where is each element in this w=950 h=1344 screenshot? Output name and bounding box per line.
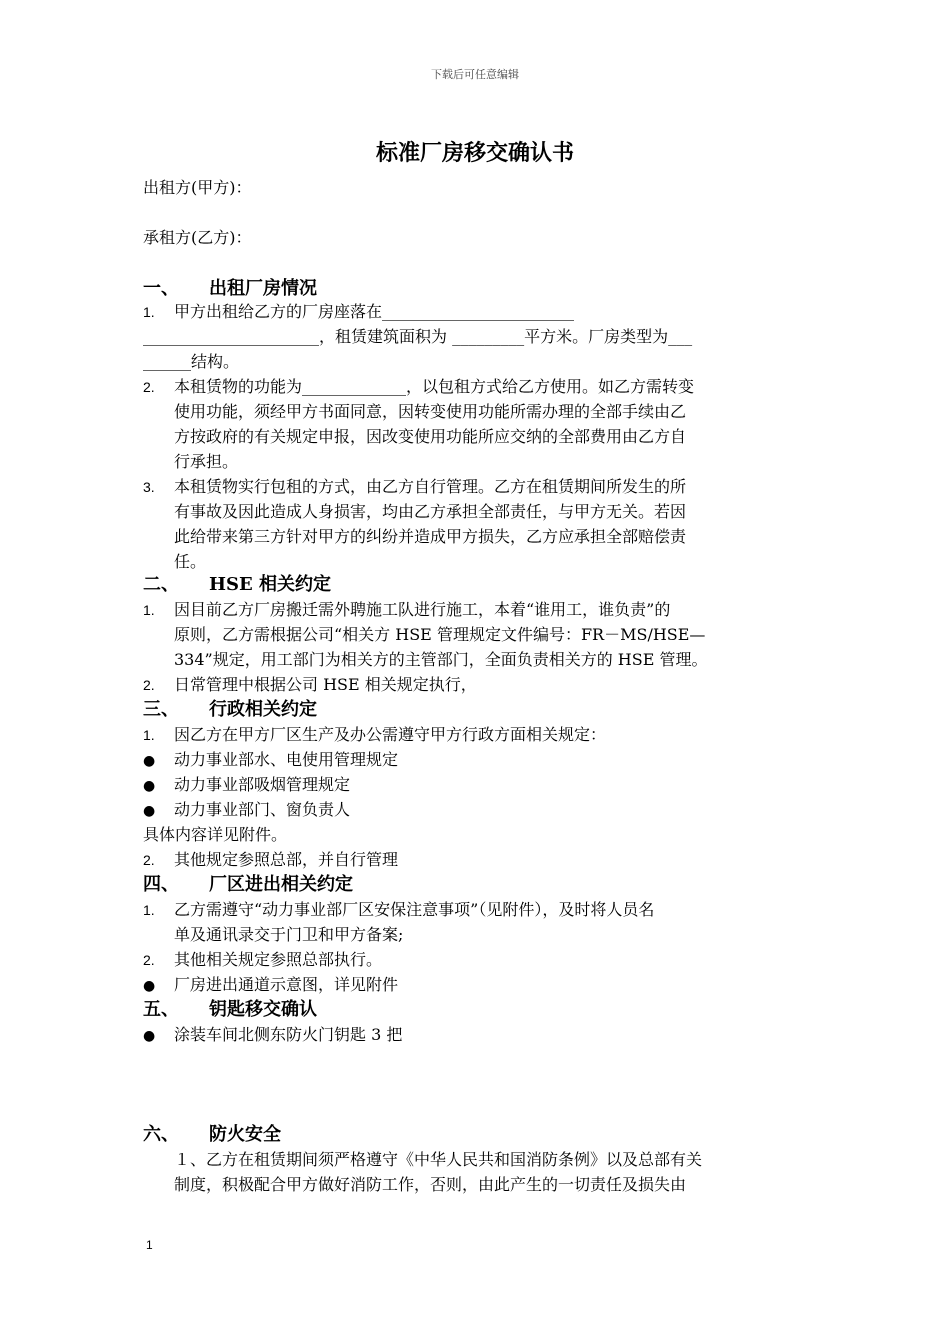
- party-b-label: 承租方(乙方)：: [143, 228, 252, 247]
- section-3-heading: [143, 699, 317, 721]
- s6-line-1: １、乙方在租赁期间须严格遵守《中华人民共和国消防条例》以及总部有关: [174, 1150, 703, 1169]
- s1-item-2-line-4: 行承担。: [174, 452, 239, 471]
- bullet-icon: ●: [143, 803, 156, 819]
- bullet-icon: ●: [143, 1028, 156, 1044]
- party-a-label: 出租方(甲方)：: [143, 178, 252, 197]
- section-6-heading: [143, 1124, 281, 1146]
- s1-item-1-line-2: ______________________，租赁建筑面积为 _________平方米。厂房类型为___: [143, 327, 693, 346]
- section-5-heading: [143, 999, 317, 1021]
- s3-item-2-line-1: 2. 其他规定参照总部，并自行管理: [143, 850, 399, 869]
- s4-item-2-line-1: 2. 其他相关规定参照总部执行。: [143, 950, 383, 969]
- page-number: 1: [146, 1238, 153, 1252]
- s6-line-2: 制度，积极配合甲方做好消防工作，否则，由此产生的一切责任及损失由: [174, 1175, 687, 1194]
- section-5-number: 五、: [143, 999, 179, 1020]
- s3-bullet-3: ● 动力事业部门、窗负责人: [143, 800, 351, 819]
- section-4-heading: [143, 874, 353, 896]
- s1-item-2-line-1: 2. 本租赁物的功能为_____________，以包租方式给乙方使用。如乙方需转变: [143, 377, 695, 396]
- s4-bullet-1: ● 厂房进出通道示意图，详见附件: [143, 975, 399, 994]
- section-6-number: 六、: [143, 1124, 179, 1145]
- s2-item-1-line-3: 334”规定，用工部门为相关方的主管部门，全面负责相关方的 HSE 管理。: [174, 650, 708, 669]
- s2-item-1-line-1: 1. 因目前乙方厂房搬迁需外聘施工队进行施工，本着“谁用工，谁负责”的: [143, 600, 671, 619]
- section-4-number: 四、: [143, 874, 179, 895]
- section-2-title: HSE 相关约定: [209, 574, 331, 595]
- s1-item-2-line-3: 方按政府的有关规定申报，因改变使用功能所应交纳的全部费用由乙方自: [174, 427, 687, 446]
- s5-bullet-1: ● 涂装车间北侧东防火门钥匙 3 把: [143, 1025, 403, 1044]
- section-1-title: 出租厂房情况: [209, 278, 317, 299]
- s2-item-2-line-1: 2. 日常管理中根据公司 HSE 相关规定执行，: [143, 675, 477, 694]
- s3-bullet-1: ● 动力事业部水、电使用管理规定: [143, 750, 399, 769]
- bullet-icon: ●: [143, 753, 156, 769]
- section-5-title: 钥匙移交确认: [209, 999, 317, 1020]
- s4-item-1-line-2: 单及通讯录交于门卫和甲方备案;: [174, 925, 404, 944]
- section-1-heading: [143, 278, 317, 300]
- s4-item-1-line-1: 1. 乙方需遵守“动力事业部厂区安保注意事项”（见附件），及时将人员名: [143, 900, 655, 919]
- s2-item-1-line-2: 原则，乙方需根据公司“相关方 HSE 管理规定文件编号：FR－MS/HSE—: [174, 625, 706, 644]
- section-3-title: 行政相关约定: [209, 699, 317, 720]
- bullet-icon: ●: [143, 778, 156, 794]
- s1-item-3-line-4: 任。: [174, 552, 207, 571]
- s1-item-2-line-2: 使用功能，须经甲方书面同意，因转变使用功能所需办理的全部手续由乙: [174, 402, 687, 421]
- section-1-number: 一、: [143, 278, 179, 299]
- page-header: 下载后可任意编辑: [431, 68, 519, 81]
- section-4-title: 厂区进出相关约定: [209, 874, 353, 895]
- s3-bullet-2: ● 动力事业部吸烟管理规定: [143, 775, 351, 794]
- section-3-number: 三、: [143, 699, 179, 720]
- bullet-icon: ●: [143, 978, 156, 994]
- section-6-title: 防火安全: [209, 1124, 281, 1145]
- document-title: 标准厂房移交确认书: [375, 140, 574, 166]
- s1-item-1-line-3: ______结构。: [143, 352, 240, 371]
- s3-item-1-line-1: 1. 因乙方在甲方厂区生产及办公需遵守甲方行政方面相关规定：: [143, 725, 607, 744]
- section-2-heading: [143, 574, 331, 596]
- s1-item-3-line-1: 3. 本租赁物实行包租的方式，由乙方自行管理。乙方在租赁期间所发生的所: [143, 477, 687, 496]
- s1-item-3-line-2: 有事故及因此造成人身损害，均由乙方承担全部责任，与甲方无关。若因: [174, 502, 687, 521]
- s1-item-3-line-3: 此给带来第三方针对甲方的纠纷并造成甲方损失，乙方应承担全部赔偿责: [174, 527, 687, 546]
- section-2-number: 二、: [143, 574, 179, 595]
- s3-detail-note: 具体内容详见附件。: [143, 825, 288, 844]
- s1-item-1-line-1: 1. 甲方出租给乙方的厂房座落在________________________: [143, 302, 575, 321]
